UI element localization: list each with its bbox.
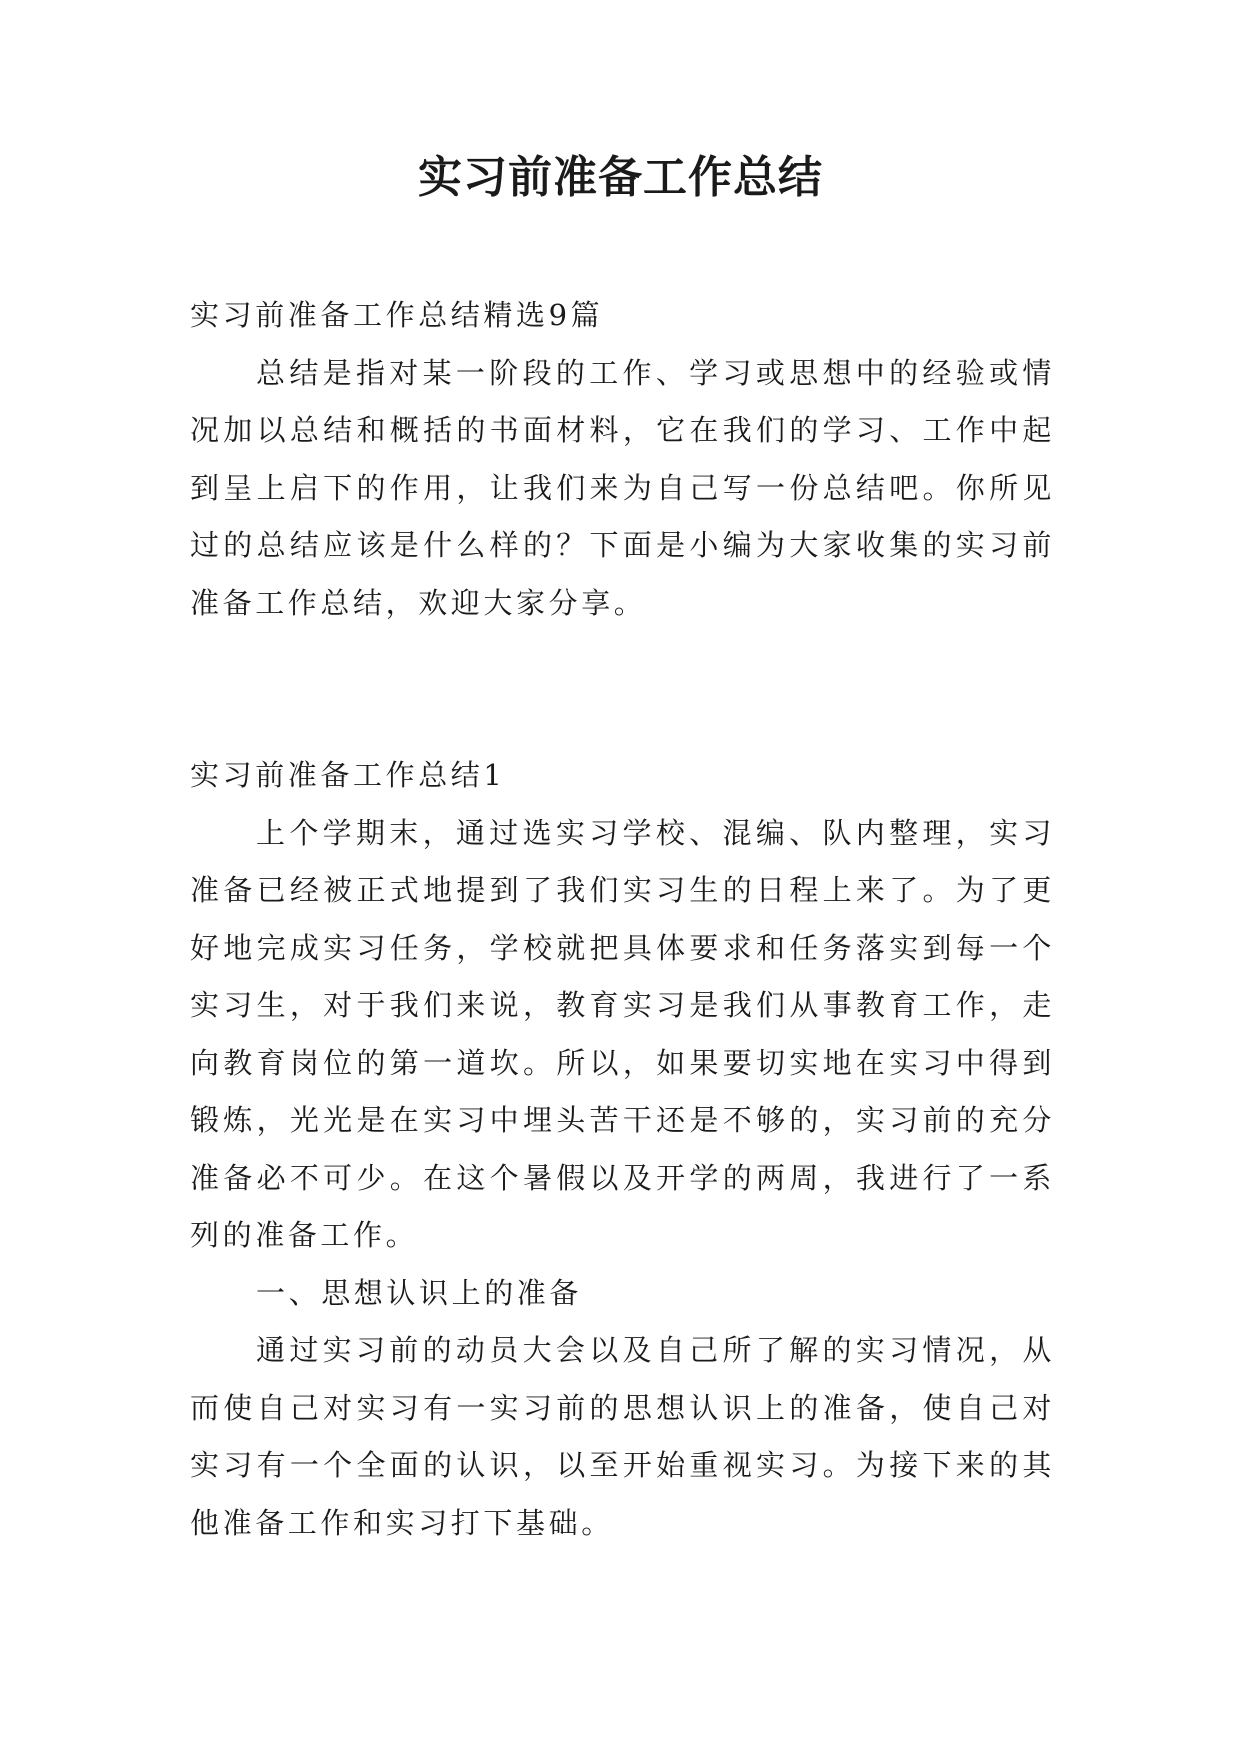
- section-subheading: 一、思想认识上的准备: [256, 1275, 583, 1310]
- document-body: [190, 287, 1055, 1552]
- document-subtitle: 实习前准备工作总结精选9篇: [190, 298, 604, 332]
- section-paragraph-2: 通过实习前的动员大会以及自己所了解的实习情况，从而使自己对实习有一实习前的思想认识上的准备，使自己对实习有一个全面的认识，以至开始重视实习。为接下来的其他准备工作和实习打下基础。: [190, 1333, 1055, 1540]
- section-heading: 实习前准备工作总结1: [190, 758, 506, 792]
- section-gap: [190, 632, 1055, 747]
- section-paragraph-1: 上个学期末，通过选实习学校、混编、队内整理，实习准备已经被正式地提到了我们实习生的日程上来了。为了更好地完成实习任务，学校就把具体要求和任务落实到每一个实习生，对于我们来说，教育实习是我们从事教育工作，走向教育岗位的第一道坎。所以，如果要切实地在实习中得到锻炼，光光是在实习中埋头苦干还是不够的，实习前的充分准备必不可少。在这个暑假以及开学的两周，我进行了一系列的准备工作。: [190, 815, 1055, 1252]
- intro-paragraph: 总结是指对某一阶段的工作、学习或思想中的经验或情况加以总结和概括的书面材料，它在我们的学习、工作中起到呈上启下的作用，让我们来为自己写一份总结吧。你所见过的总结应该是什么样的？下面是小编为大家收集的实习前准备工作总结，欢迎大家分享。: [190, 355, 1055, 620]
- document-title: 实习前准备工作总结: [418, 152, 823, 203]
